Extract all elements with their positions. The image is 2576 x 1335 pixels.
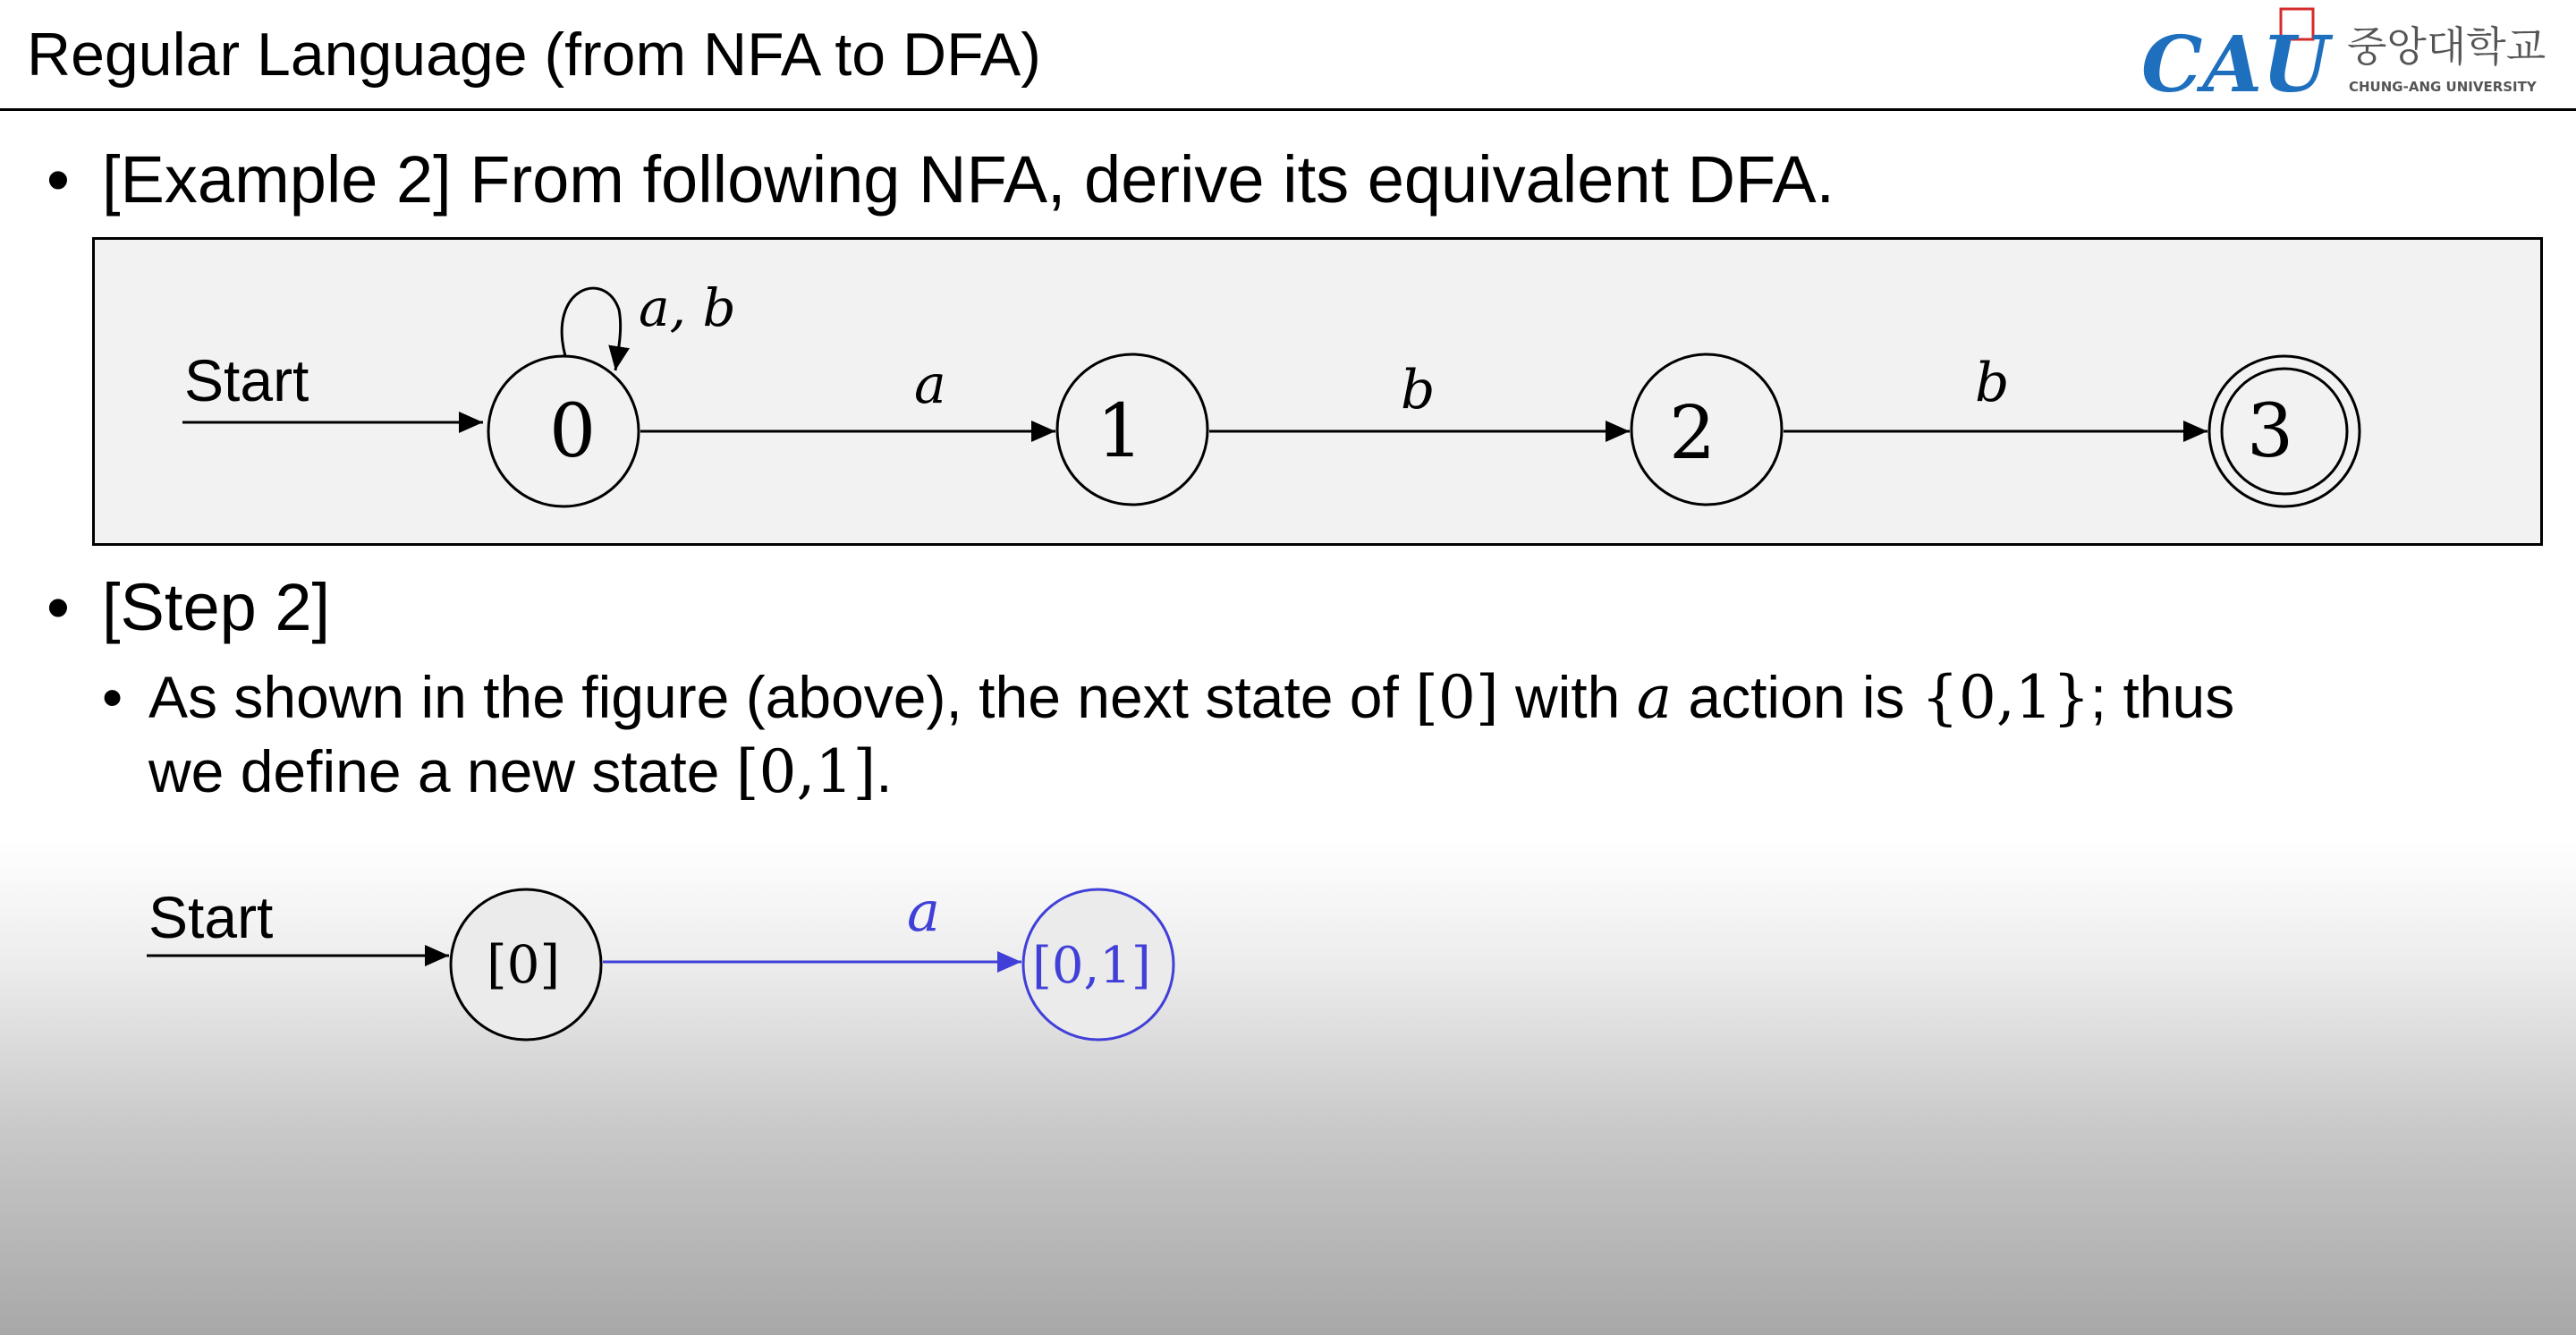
logo-text: CAU bbox=[2141, 20, 2330, 110]
nfa-state-3-label: 3 bbox=[2247, 389, 2294, 474]
nfa-transition-0-1-label: a bbox=[914, 353, 946, 416]
nfa-self-loop-label: a, b bbox=[639, 277, 736, 338]
dfa-start-label: Start bbox=[148, 884, 274, 950]
sub-text-3: action is bbox=[1672, 664, 1921, 730]
bullet-example-text: [Example 2] From following NFA, derive its equivalent DFA. bbox=[102, 142, 1835, 217]
dfa-state-0 bbox=[451, 889, 601, 1040]
dfa-state-0-label: [0] bbox=[487, 934, 561, 995]
bullet-dot: • bbox=[47, 142, 70, 217]
slide-title: Regular Language (from NFA to DFA) bbox=[27, 21, 1041, 89]
nfa-transition-1-2-label: b bbox=[1401, 359, 1436, 421]
bullet-step-text: [Step 2] bbox=[102, 570, 331, 644]
math-state-0: [0] bbox=[1415, 663, 1499, 732]
nfa-state-0-label: 0 bbox=[549, 389, 597, 474]
nfa-transition-2-3-label: b bbox=[1975, 352, 2010, 414]
math-set-0-1: {0,1} bbox=[1920, 663, 2090, 732]
nfa-start-label: Start bbox=[184, 347, 309, 413]
math-action-a: a bbox=[1636, 663, 1673, 732]
logo-english: CHUNG-ANG UNIVERSITY bbox=[2349, 79, 2537, 95]
dfa-state-0-1 bbox=[1023, 889, 1174, 1040]
math-state-0-1: [0,1] bbox=[735, 737, 877, 806]
sub-text-6: . bbox=[876, 738, 893, 804]
sub-text-4: ; thus bbox=[2089, 664, 2235, 730]
dfa-transition-label: a bbox=[907, 879, 940, 944]
sub-text-2: with bbox=[1498, 664, 1637, 730]
dfa-state-0-1-label: [0,1] bbox=[1032, 937, 1151, 995]
nfa-state-2-label: 2 bbox=[1669, 391, 1716, 476]
nfa-state-1-label: 1 bbox=[1097, 389, 1144, 474]
logo-korean: 중앙대학교 bbox=[2347, 22, 2546, 71]
sub-text-1: As shown in the figure (above), the next state of bbox=[148, 664, 1416, 730]
bullet-dot: • bbox=[47, 570, 70, 644]
sub-text-5: we define a new state bbox=[148, 738, 736, 804]
sub-bullet-dot: • bbox=[102, 664, 123, 730]
